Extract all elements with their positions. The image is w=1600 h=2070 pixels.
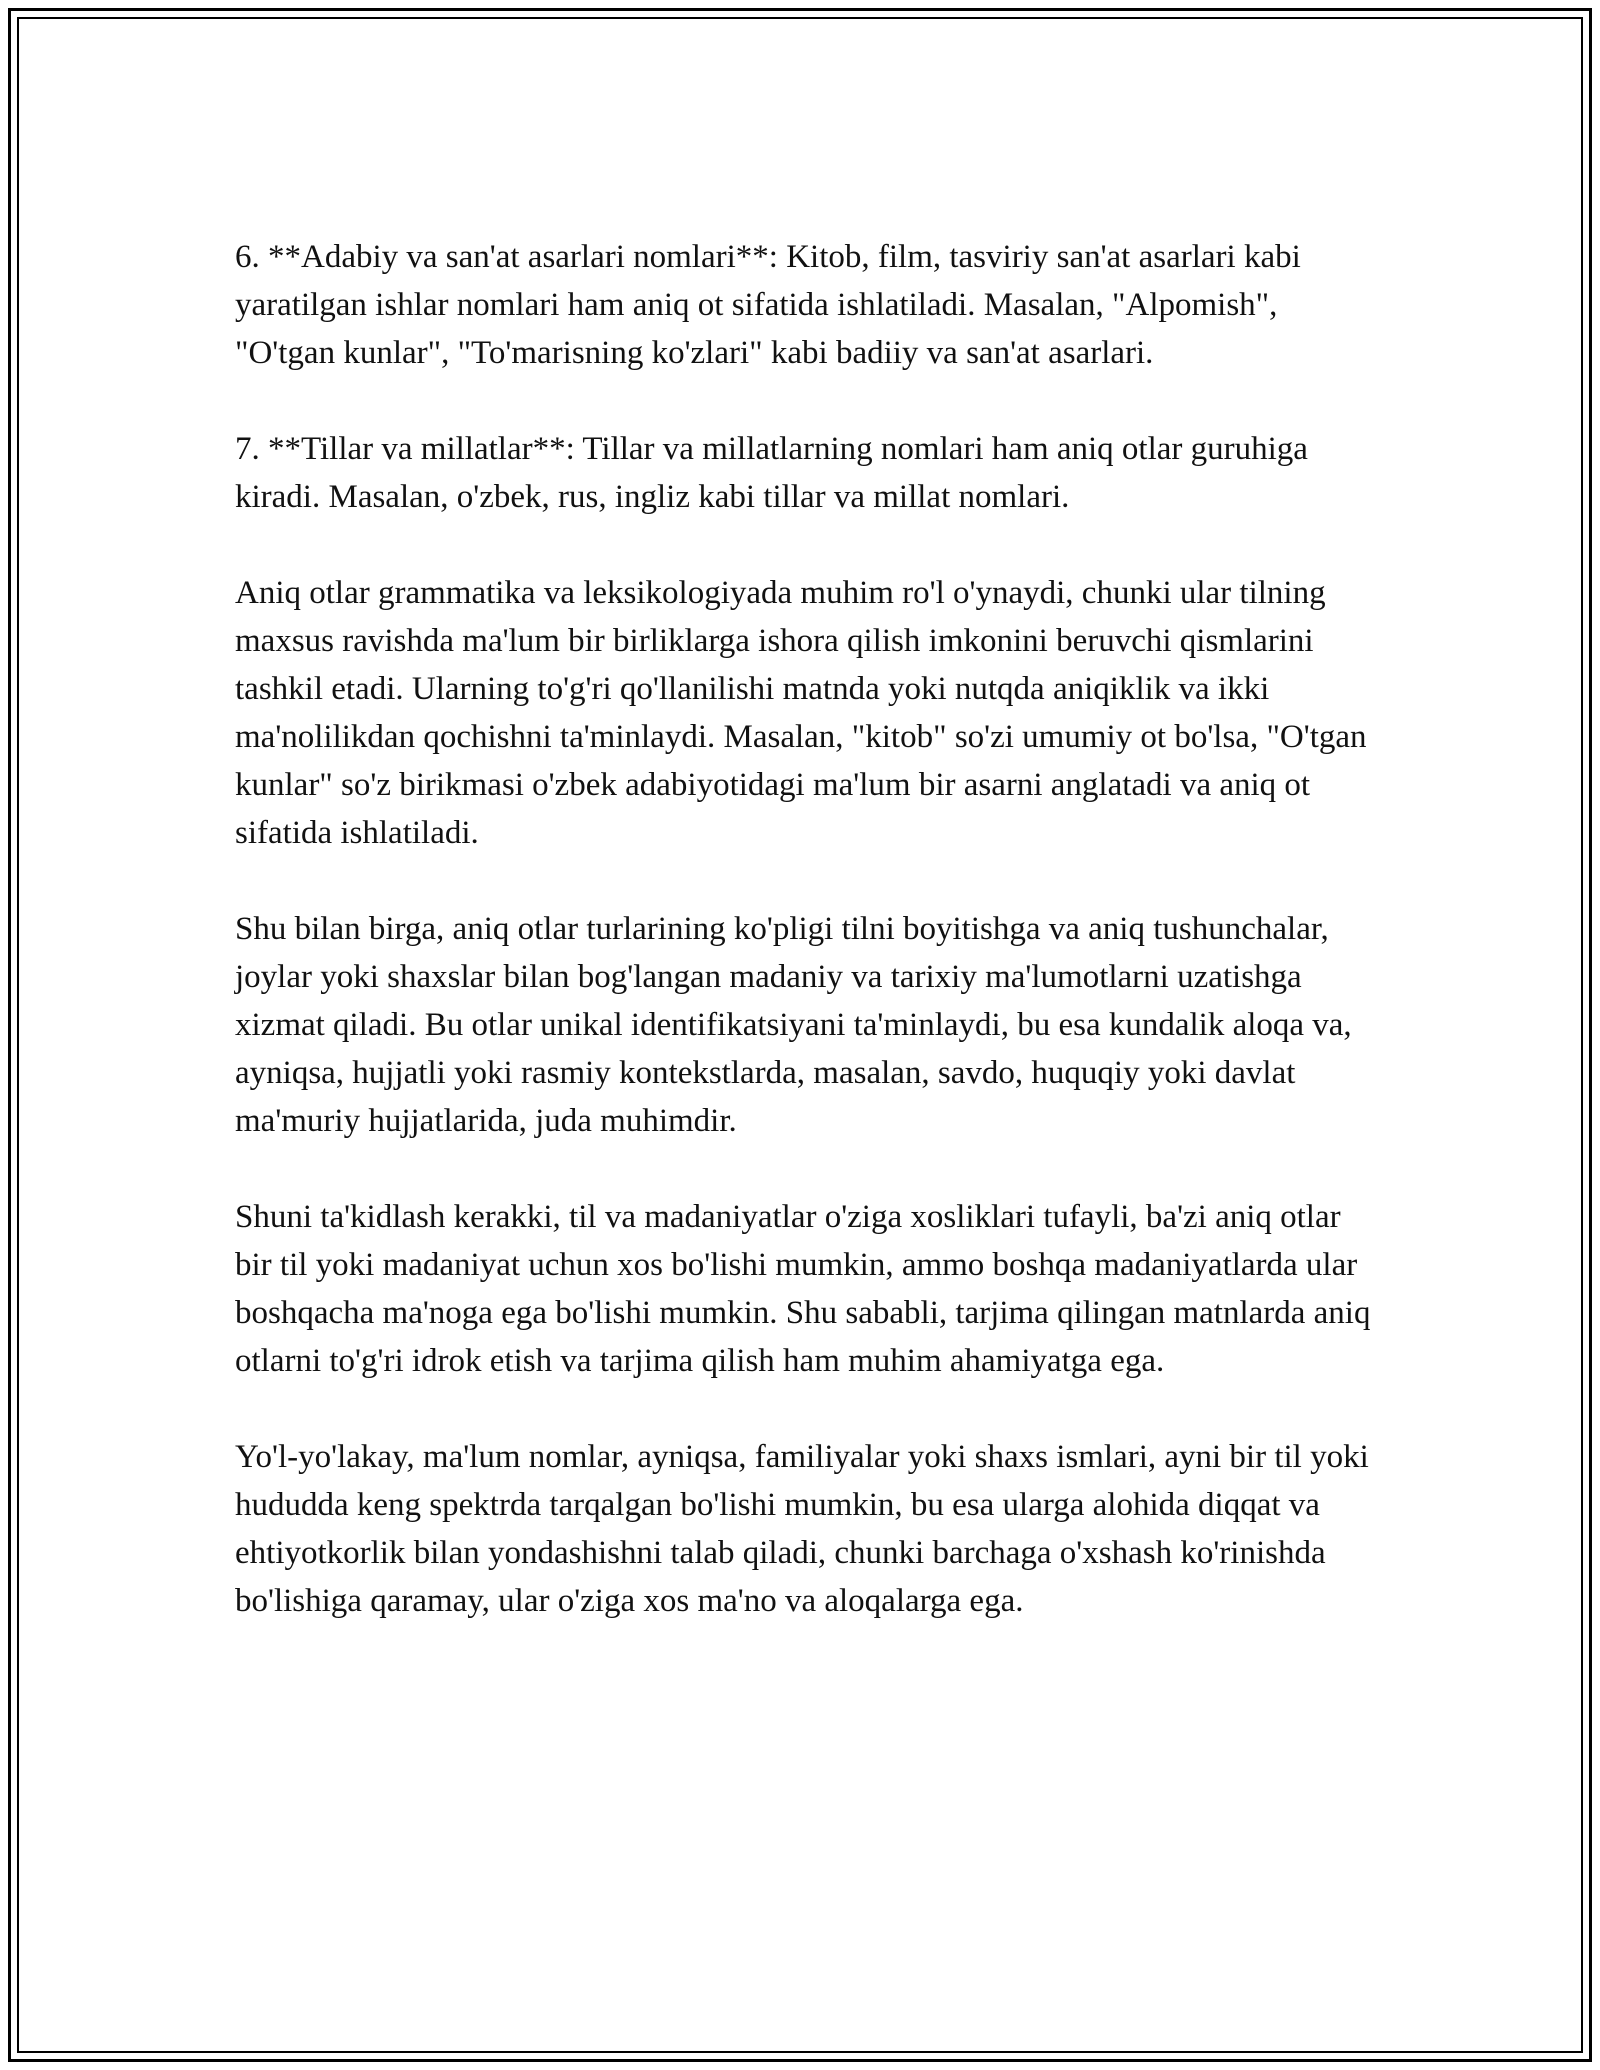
paragraph-literary-works: 6. **Adabiy va san'at asarlari nomlari**: Kitob, film, tasviriy san'at asarlari kabi yaratilgan ishlar nomlari ham aniq ot sifatida ishlatiladi. Masalan, "Alpomish", "O'tgan kunlar", "To'marisning ko'zlari" kabi badiiy va san'at asarlari. — [235, 239, 1301, 371]
paragraph-surnames: Yo'l-yo'lakay, ma'lum nomlar, ayniqsa, familiyalar yoki shaxs ismlari, ayni bir til yoki hududda keng spektrda tarqalgan bo'lishi mumkin, bu esa ularga alohida diqqat va ehtiyotkorlik bilan yondashishni talab qiladi, chunki barchaga o'xshash ko'rinishda bo'lishiga qaramay, ular o'ziga xos ma'no va aloqalarga ega. — [235, 1439, 1369, 1619]
document-body — [235, 233, 1385, 1625]
paragraph-grammar-role: Aniq otlar grammatika va leksikologiyada muhim ro'l o'ynaydi, chunki ular tilning maxsus ravishda ma'lum bir birliklarga ishora qilish imkonini beruvchi qismlarini tashkil etadi. Ularning to'g'ri qo'llanilishi matnda yoki nutqda aniqiklik va ikki ma'nolilikdan qochishni ta'minlaydi. Masalan, "kitob" so'zi umumiy ot bo'lsa, "O'tgan kunlar" so'z birikmasi o'zbek adabiyotidagi ma'lum bir asarni anglatadi va aniq ot sifatida ishlatiladi. — [235, 575, 1367, 851]
paragraph-enrichment: Shu bilan birga, aniq otlar turlarining ko'pligi tilni boyitishga va aniq tushunchalar, joylar yoki shaxslar bilan bog'langan madaniy va tarixiy ma'lumotlarni uzatishga xizmat qiladi. Bu otlar unikal identifikatsiyani ta'minlaydi, bu esa kundalik aloqa va, ayniqsa, hujjatli yoki rasmiy kontekstlarda, masalan, savdo, huquqiy yoki davlat ma'muriy hujjatlarida, juda muhimdir. — [235, 911, 1352, 1139]
paragraph-cultural-specifics: Shuni ta'kidlash kerakki, til va madaniyatlar o'ziga xosliklari tufayli, ba'zi aniq otlar bir til yoki madaniyat uchun xos bo'lishi mumkin, ammo boshqa madaniyatlarda ular boshqacha ma'noga ega bo'lishi mumkin. Shu sababli, tarjima qilingan matnlarda aniq otlarni to'g'ri idrok etish va tarjima qilish ham muhim ahamiyatga ega. — [235, 1199, 1371, 1379]
paragraph-languages-nations: 7. **Tillar va millatlar**: Tillar va millatlarning nomlari ham aniq otlar guruhiga kiradi. Masalan, o'zbek, rus, ingliz kabi tillar va millat nomlari. — [235, 431, 1308, 515]
